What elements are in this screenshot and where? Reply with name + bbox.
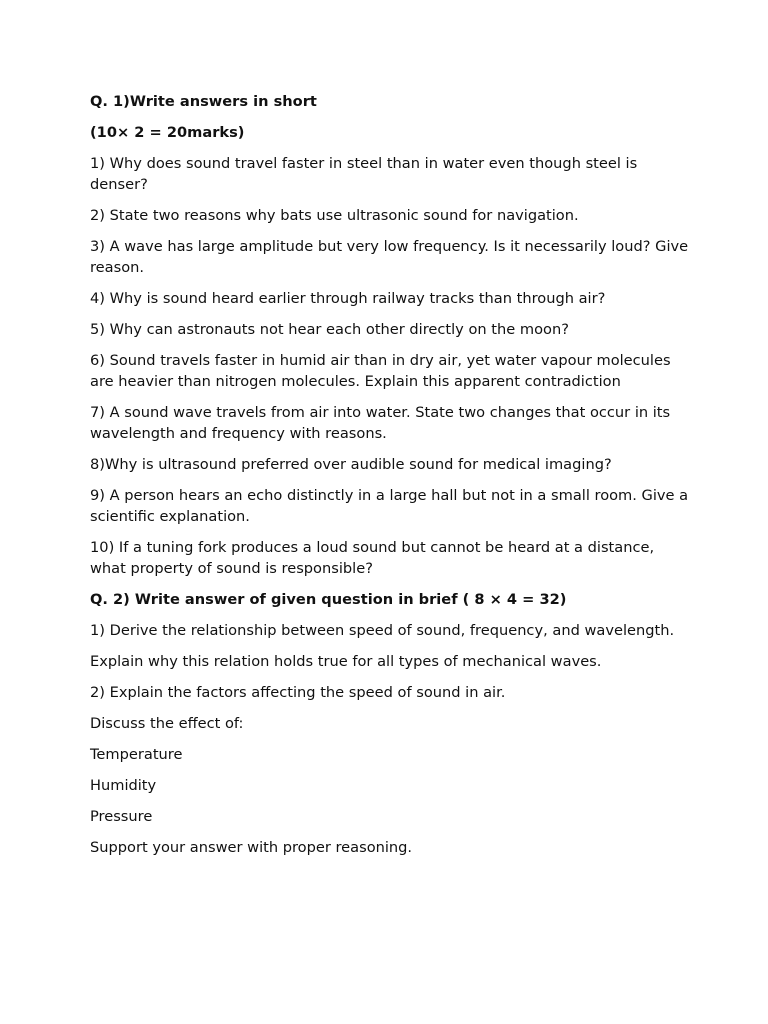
section1-heading: Q. 1)Write answers in short	[90, 93, 317, 110]
question-8: 8)Why is ultrasound preferred over audible sound for medical imaging?	[90, 456, 612, 473]
section2-item-3: 2) Explain the factors affecting the speed of sound in air.	[90, 684, 506, 701]
section2-item-2: Explain why this relation holds true for all types of mechanical waves.	[90, 653, 602, 670]
question-9: 9) A person hears an echo distinctly in a large hall but not in a small room. Give a scientific explanation.	[90, 487, 689, 525]
section2-heading: Q. 2) Write answer of given question in brief ( 8 × 4 = 32)	[90, 591, 567, 608]
question-6: 6) Sound travels faster in humid air than in dry air, yet water vapour molecules are heavier than nitrogen molecules. Explain this apparent contradiction	[90, 352, 671, 390]
section1-marks: (10× 2 = 20marks)	[90, 124, 245, 141]
document-body	[90, 91, 690, 868]
section2-item-7: Pressure	[90, 808, 153, 825]
section2-item-6: Humidity	[90, 777, 157, 794]
question-7: 7) A sound wave travels from air into water. State two changes that occur in its wavelength and frequency with reasons.	[90, 404, 671, 442]
section2-item-5: Temperature	[90, 746, 183, 763]
section2-item-1: 1) Derive the relationship between speed of sound, frequency, and wavelength.	[90, 622, 675, 639]
question-2: 2) State two reasons why bats use ultrasonic sound for navigation.	[90, 207, 579, 224]
question-10: 10) If a tuning fork produces a loud sound but cannot be heard at a distance, what property of sound is responsible?	[90, 539, 655, 577]
section2-item-8: Support your answer with proper reasoning.	[90, 839, 413, 856]
question-3: 3) A wave has large amplitude but very low frequency. Is it necessarily loud? Give reason.	[90, 238, 689, 276]
question-1: 1) Why does sound travel faster in steel than in water even though steel is denser?	[90, 155, 638, 193]
question-4: 4) Why is sound heard earlier through railway tracks than through air?	[90, 290, 606, 307]
question-5: 5) Why can astronauts not hear each other directly on the moon?	[90, 321, 569, 338]
section2-item-4: Discuss the effect of:	[90, 715, 244, 732]
